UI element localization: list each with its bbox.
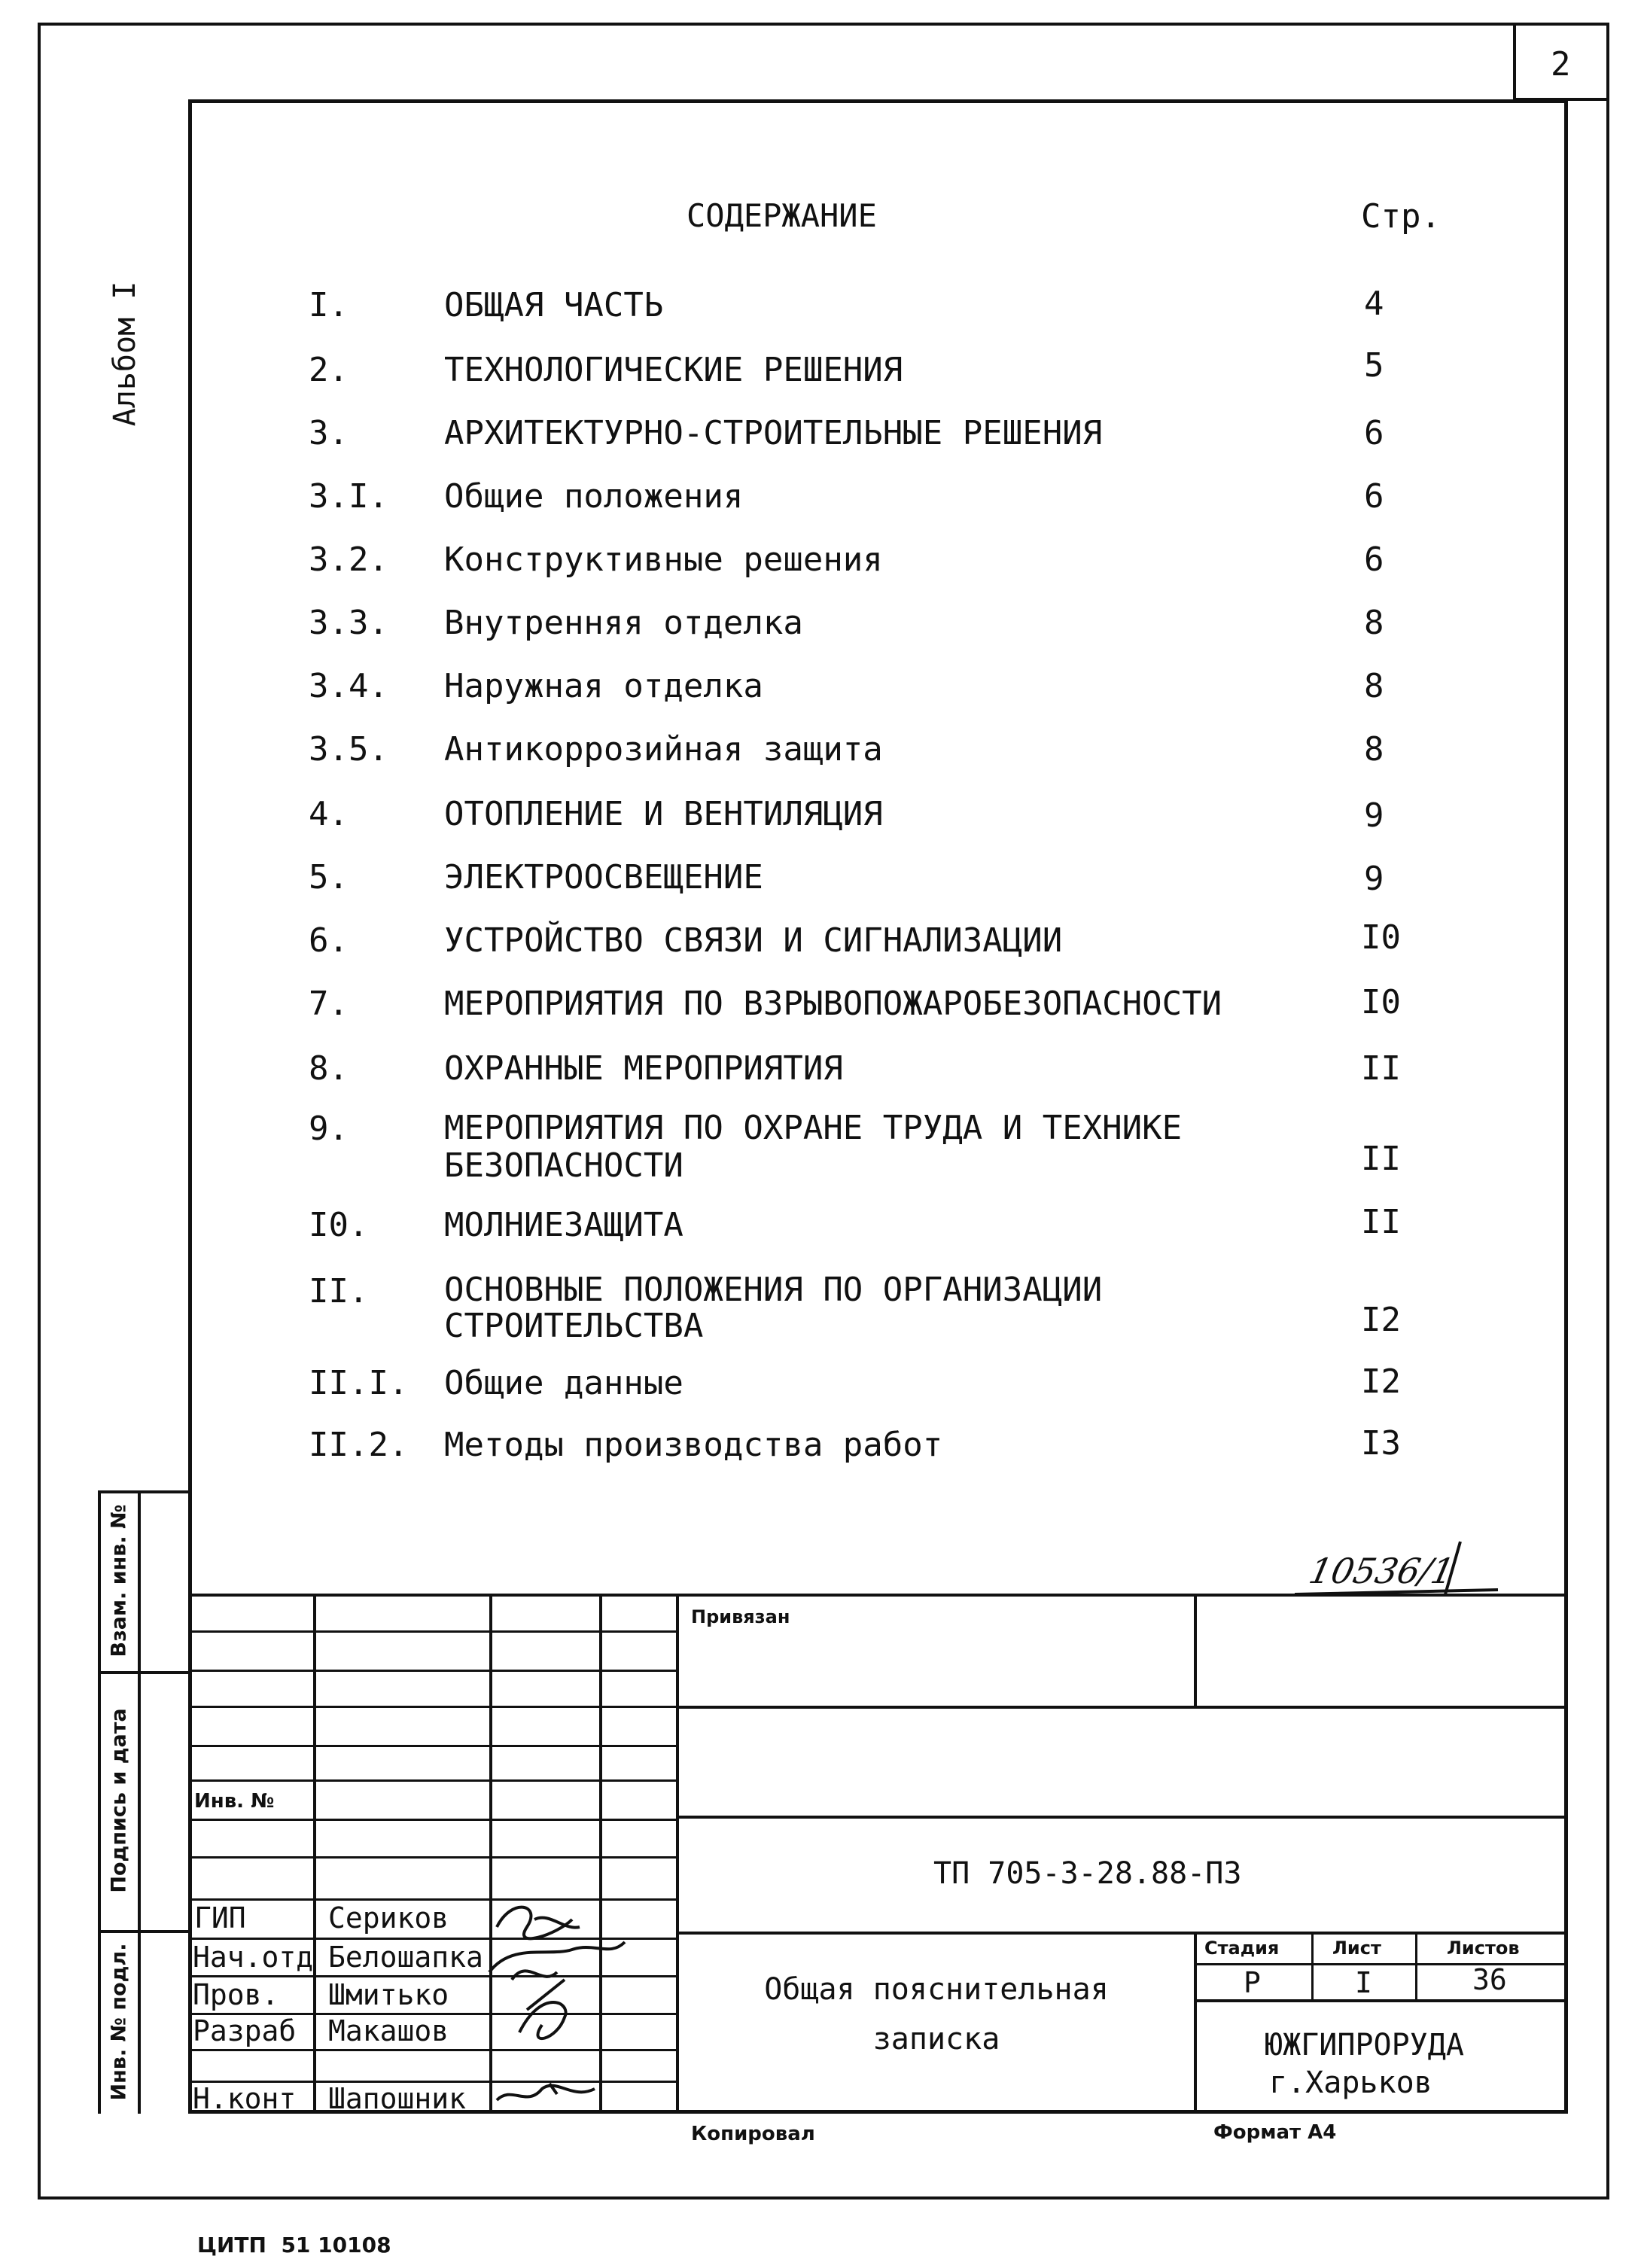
toc-item-page: 8 [1364,604,1384,642]
staff-name: Макашов [328,2014,449,2047]
toc-item-title: ЭЛЕКТРООСВЕЩЕНИЕ [444,858,763,897]
staff-name: Шапошник [328,2082,467,2115]
toc-item-page: I3 [1361,1424,1401,1463]
tb-hline-right [676,1816,1566,1819]
doc-title: Общая пояснительная записка [764,1972,1109,2056]
toc-item-page: 9 [1364,860,1384,898]
toc-item-title: Общие положения [444,477,744,516]
toc-item-title: ОХРАННЫЕ МЕРОПРИЯТИЯ [444,1049,843,1088]
toc-item-title: Конструктивные решения [444,540,883,579]
contents-heading: СОДЕРЖАНИЕ [687,197,877,234]
copied-label: Копировал [691,2123,815,2145]
stage-value: Р [1244,1966,1261,1999]
tb-hline [188,1779,677,1782]
staff-role: Н.конт [193,2082,297,2115]
sheet-number: 2 [1551,45,1571,84]
side-stamp-right [138,1490,141,2114]
toc-item-page: I0 [1361,983,1401,1021]
toc-item-number: I. [309,286,349,324]
toc-item-number: 8. [309,1049,349,1088]
sheets-value: 36 [1472,1963,1507,1996]
toc-item-page: 4 [1364,285,1384,323]
toc-item-number: 3.I. [309,477,388,516]
toc-item-page: 6 [1364,414,1384,452]
staff-name: Белошапка [328,1941,483,1974]
toc-item-number: II.2. [309,1426,409,1464]
toc-item-page: I2 [1361,1301,1401,1339]
toc-item-title: МЕРОПРИЯТИЯ ПО ВЗРЫВОПОЖАРОБЕЗОПАСНОСТИ [444,985,1222,1023]
tb-stage-vline [1415,1932,1417,2001]
toc-item-number: 3.5. [309,730,388,769]
tb-hline-right [676,1706,1566,1709]
tb-stage-hline [1194,1963,1566,1965]
toc-item-title: ОБЩАЯ ЧАСТЬ [444,286,664,324]
staff-role: Пров. [193,1978,279,2011]
toc-item-title: ОТОПЛЕНИЕ И ВЕНТИЛЯЦИЯ [444,795,883,833]
outer-frame-top [38,23,1609,26]
outer-frame-left [38,23,41,2200]
toc-item-title: Общие данные [444,1364,683,1402]
toc-item-page: II [1361,1140,1401,1178]
side-stamp-inv-podl: Инв. № подл. [107,1943,131,2101]
tb-inv-no-label: Инв. № [194,1790,275,1813]
toc-item-title: МОЛНИЕЗАЩИТА [444,1206,683,1244]
toc-item-title: Наружная отделка [444,667,763,705]
toc-item-number: 5. [309,858,349,897]
footer-code: ЦИТП 51 10108 [197,2233,391,2257]
toc-item-number: 9. [309,1110,349,1148]
album-label: Альбом I [108,281,142,427]
toc-item-number: II. [309,1272,369,1311]
format-label: Формат А4 [1213,2121,1337,2144]
toc-item-page: II [1361,1203,1401,1241]
toc-item-number: 3. [309,414,349,452]
side-stamp-top [98,1490,190,1493]
side-stamp-left [98,1490,101,2114]
page-column-heading: Стр. [1361,197,1441,236]
toc-item-page: I0 [1361,918,1401,957]
tb-stage-divider [1194,1932,1197,2112]
stage-header: Стадия [1204,1938,1280,1959]
toc-item-page: II [1361,1049,1401,1088]
side-stamp-vzam: Взам. инв. № [107,1504,131,1658]
toc-item-page: 8 [1364,730,1384,769]
inventory-mark: 10536/1 [1305,1551,1458,1591]
tb-hline-right [676,1932,1566,1935]
toc-item-page: 6 [1364,540,1384,579]
staff-name: Сериков [328,1901,449,1935]
inner-frame-right [1564,99,1568,2113]
org-name: ЮЖГИПРОРУДА [1265,2028,1464,2063]
tb-top [188,1594,1566,1597]
outer-frame-right [1606,23,1609,2200]
signatures [482,1897,632,2115]
toc-item-number: 3.4. [309,667,388,705]
tb-hline [188,1630,677,1633]
toc-item-title: ТЕХНОЛОГИЧЕСКИЕ РЕШЕНИЯ [444,351,903,389]
toc-item-title: ОСНОВНЫЕ ПОЛОЖЕНИЯ ПО ОРГАНИЗАЦИИ СТРОИТЕЛЬСТВА [444,1271,1103,1345]
sheet-number-box-left [1513,23,1516,101]
staff-name: Шмитько [328,1978,449,2011]
tb-hline [188,1670,677,1672]
tb-hline [188,1856,677,1859]
tb-hline [188,1745,677,1747]
tb-hline [188,1819,677,1821]
staff-role: Нач.отд [193,1941,314,1974]
toc-item-page: I2 [1361,1362,1401,1401]
toc-item-title: Методы производства работ [444,1426,943,1464]
staff-role: Разраб [193,2014,297,2047]
sheet-value: I [1355,1966,1372,1999]
toc-item-number: 7. [309,985,349,1023]
org-city: г.Харьков [1269,2066,1432,2100]
toc-item-number: 3.2. [309,540,388,579]
toc-item-page: 6 [1364,477,1384,516]
sheet-header: Лист [1332,1938,1381,1959]
outer-frame-bottom [38,2196,1609,2200]
toc-item-number: 4. [309,795,349,833]
toc-item-number: I0. [309,1206,369,1244]
tb-vline [313,1594,316,2113]
toc-item-title: МЕРОПРИЯТИЯ ПО ОХРАНЕ ТРУДА И ТЕХНИКЕ БЕЗОПАСНОСТИ [444,1109,1183,1185]
toc-item-title: АРХИТЕКТУРНО-СТРОИТЕЛЬНЫЕ РЕШЕНИЯ [444,414,1103,452]
doc-code: ТП 705-3-28.88-ПЗ [933,1856,1242,1891]
inner-frame-left [188,99,192,2113]
toc-item-page: 5 [1364,346,1384,385]
toc-item-title: Внутренняя отделка [444,604,803,642]
tb-hline [188,1706,677,1708]
staff-role: ГИП [194,1901,246,1935]
toc-item-page: 8 [1364,667,1384,705]
sheets-header: Листов [1447,1938,1520,1959]
side-stamp-div-1 [98,1671,190,1674]
tb-privyazan-divider [1194,1594,1197,1706]
toc-item-title: Антикоррозийная защита [444,730,883,769]
toc-item-page: 9 [1364,796,1384,835]
inner-frame-top [188,99,1566,103]
tb-stage-hline [1194,1999,1566,2002]
toc-item-title: УСТРОЙСТВО СВЯЗИ И СИГНАЛИЗАЦИИ [444,921,1063,960]
toc-item-number: 6. [309,921,349,960]
tb-stage-vline [1311,1932,1314,2001]
toc-item-number: II.I. [309,1364,409,1402]
side-stamp-podpis: Подпись и дата [107,1708,131,1893]
side-stamp-div-2 [98,1930,190,1933]
tb-vline [676,1594,679,2113]
tb-privyazan-label: Привязан [691,1606,790,1627]
toc-item-number: 2. [309,351,349,389]
toc-item-number: 3.3. [309,604,388,642]
